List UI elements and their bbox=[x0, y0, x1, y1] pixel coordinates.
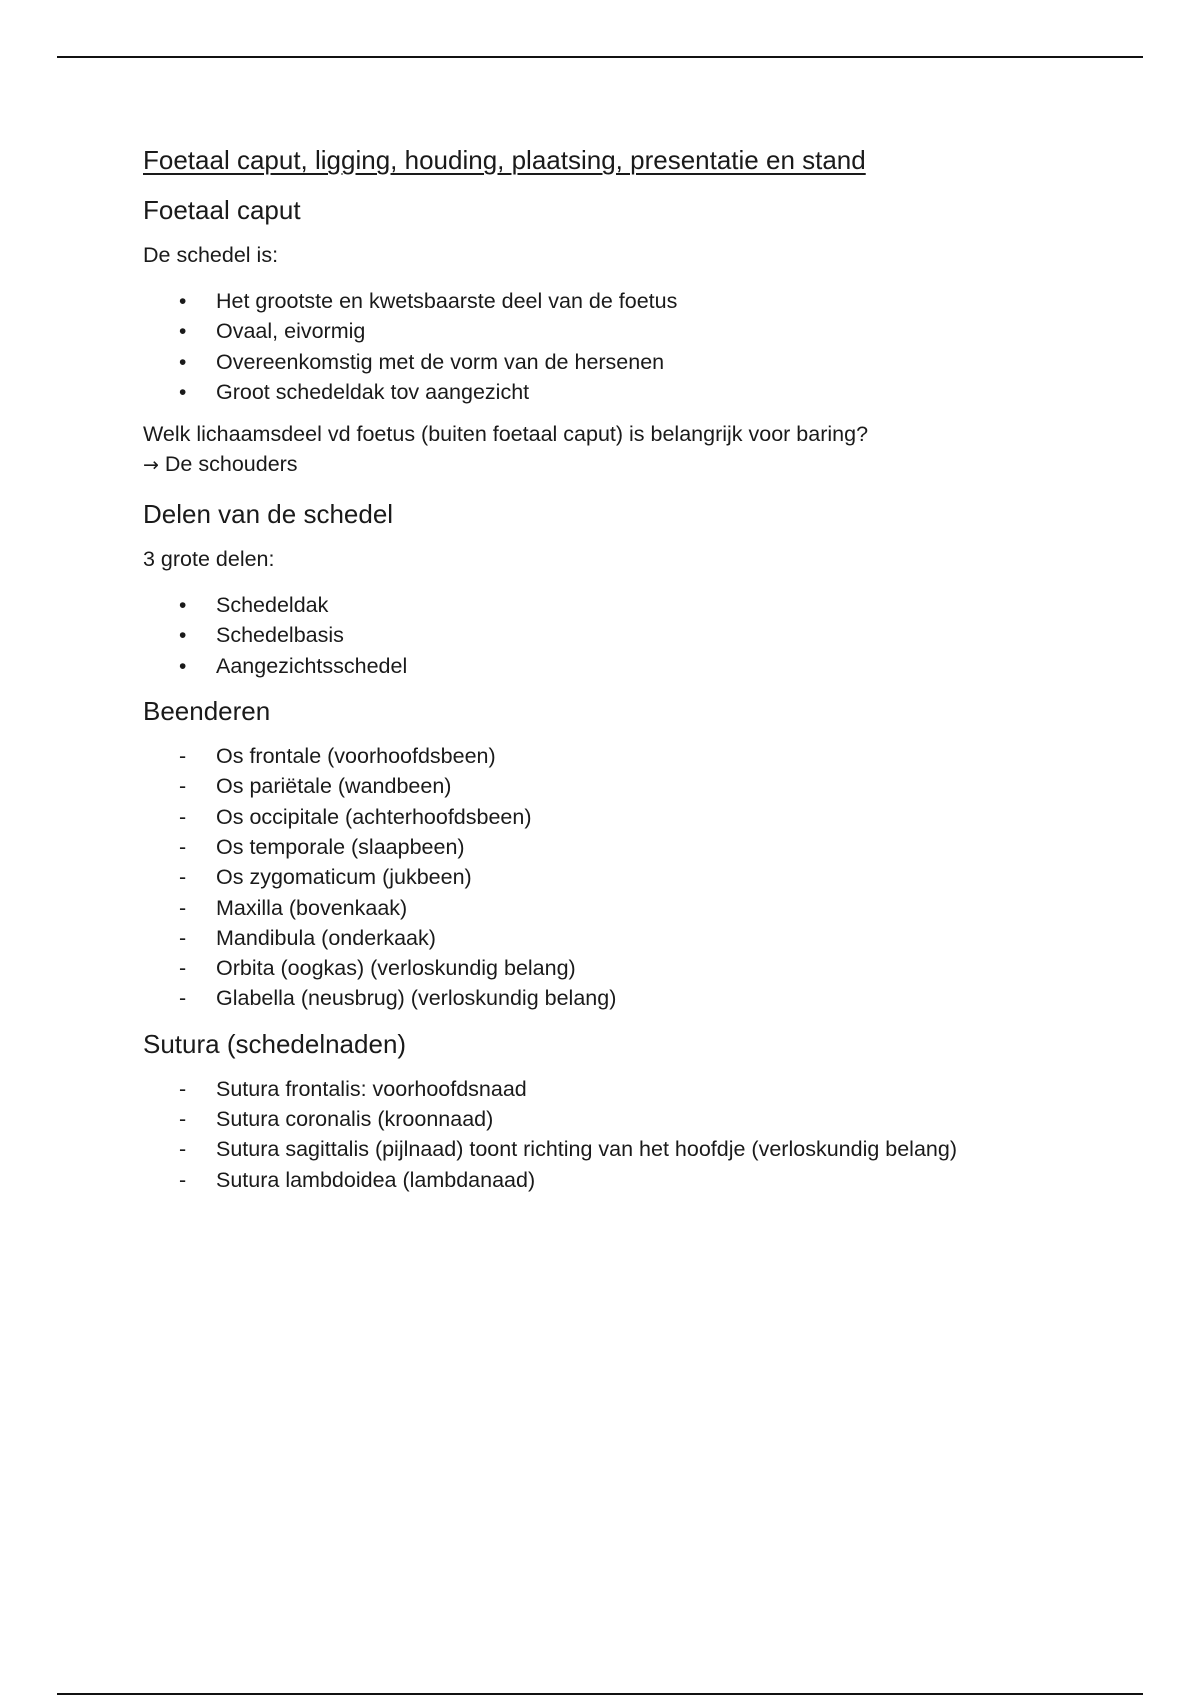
list-item: - Mandibula (onderkaak) bbox=[143, 923, 1103, 953]
list-item: - Os temporale (slaapbeen) bbox=[143, 832, 1103, 862]
dash-icon bbox=[179, 862, 186, 892]
dash-icon bbox=[179, 983, 186, 1013]
section-heading-beenderen: Beenderen bbox=[143, 696, 271, 727]
list-item: - Sutura frontalis: voorhoofdsnaad bbox=[143, 1074, 1103, 1104]
dash-icon bbox=[179, 741, 186, 771]
answer-line bbox=[143, 449, 1103, 480]
list-item: - Maxilla (bovenkaak) bbox=[143, 893, 1103, 923]
dash-icon bbox=[179, 1074, 186, 1104]
section-intro: 3 grote delen: bbox=[143, 547, 275, 572]
top-rule bbox=[57, 56, 1143, 58]
bullet-icon bbox=[179, 316, 186, 347]
dash-icon bbox=[179, 893, 186, 923]
dash-icon bbox=[179, 1134, 186, 1164]
list-item: - Os occipitale (achterhoofdsbeen) bbox=[143, 802, 1103, 832]
list-item: • Schedelbasis bbox=[143, 620, 1103, 650]
document-title: Foetaal caput, ligging, houding, plaatsing, presentatie en stand bbox=[143, 145, 866, 175]
list-item: - Glabella (neusbrug) (verloskundig belang) bbox=[143, 983, 1103, 1013]
page-content bbox=[143, 142, 1103, 1207]
list-item: - Os frontale (voorhoofdsbeen) bbox=[143, 741, 1103, 771]
list-item: - Orbita (oogkas) (verloskundig belang) bbox=[143, 953, 1103, 983]
list-item: - Sutura sagittalis (pijlnaad) toont richting van het hoofdje (verloskundig belang) bbox=[143, 1134, 1103, 1164]
dash-icon bbox=[179, 832, 186, 862]
dash-icon bbox=[179, 802, 186, 832]
list-item: - Os zygomaticum (jukbeen) bbox=[143, 862, 1103, 892]
dash-icon bbox=[179, 1165, 186, 1195]
bullet-icon bbox=[179, 651, 186, 682]
list-item: - Sutura lambdoidea (lambdanaad) bbox=[143, 1165, 1103, 1195]
bullet-icon bbox=[179, 590, 186, 621]
bottom-rule bbox=[57, 1693, 1143, 1695]
list-item: - Os pariëtale (wandbeen) bbox=[143, 771, 1103, 801]
bullet-icon bbox=[179, 620, 186, 651]
dash-icon bbox=[179, 1104, 186, 1134]
bullet-list bbox=[143, 286, 1103, 407]
dash-list bbox=[143, 741, 1103, 1014]
question-text: Welk lichaamsdeel vd foetus (buiten foetaal caput) is belangrijk voor baring? bbox=[143, 422, 869, 447]
dash-list bbox=[143, 1074, 1103, 1195]
list-item: - Sutura coronalis (kroonnaad) bbox=[143, 1104, 1103, 1134]
dash-icon bbox=[179, 771, 186, 801]
dash-icon bbox=[179, 953, 186, 983]
list-item: • Groot schedeldak tov aangezicht bbox=[143, 377, 1103, 407]
section-intro: De schedel is: bbox=[143, 243, 279, 267]
arrow-right-icon: → bbox=[143, 454, 159, 477]
list-item: • Overeenkomstig met de vorm van de hersenen bbox=[143, 347, 1103, 377]
section-heading-delen-van-de-schedel: Delen van de schedel bbox=[143, 499, 394, 530]
section-heading-foetaal-caput: Foetaal caput bbox=[143, 195, 301, 225]
answer-text: De schouders bbox=[164, 452, 298, 477]
list-item: • Schedeldak bbox=[143, 590, 1103, 620]
list-item: • Aangezichtsschedel bbox=[143, 651, 1103, 681]
list-item: • Ovaal, eivormig bbox=[143, 316, 1103, 346]
bullet-icon bbox=[179, 347, 186, 378]
bullet-icon bbox=[179, 286, 186, 317]
list-item: • Het grootste en kwetsbaarste deel van de foetus bbox=[143, 286, 1103, 316]
section-heading-sutura: Sutura (schedelnaden) bbox=[143, 1028, 407, 1059]
dash-icon bbox=[179, 923, 186, 953]
bullet-icon bbox=[179, 377, 186, 408]
bullet-list bbox=[143, 590, 1103, 681]
